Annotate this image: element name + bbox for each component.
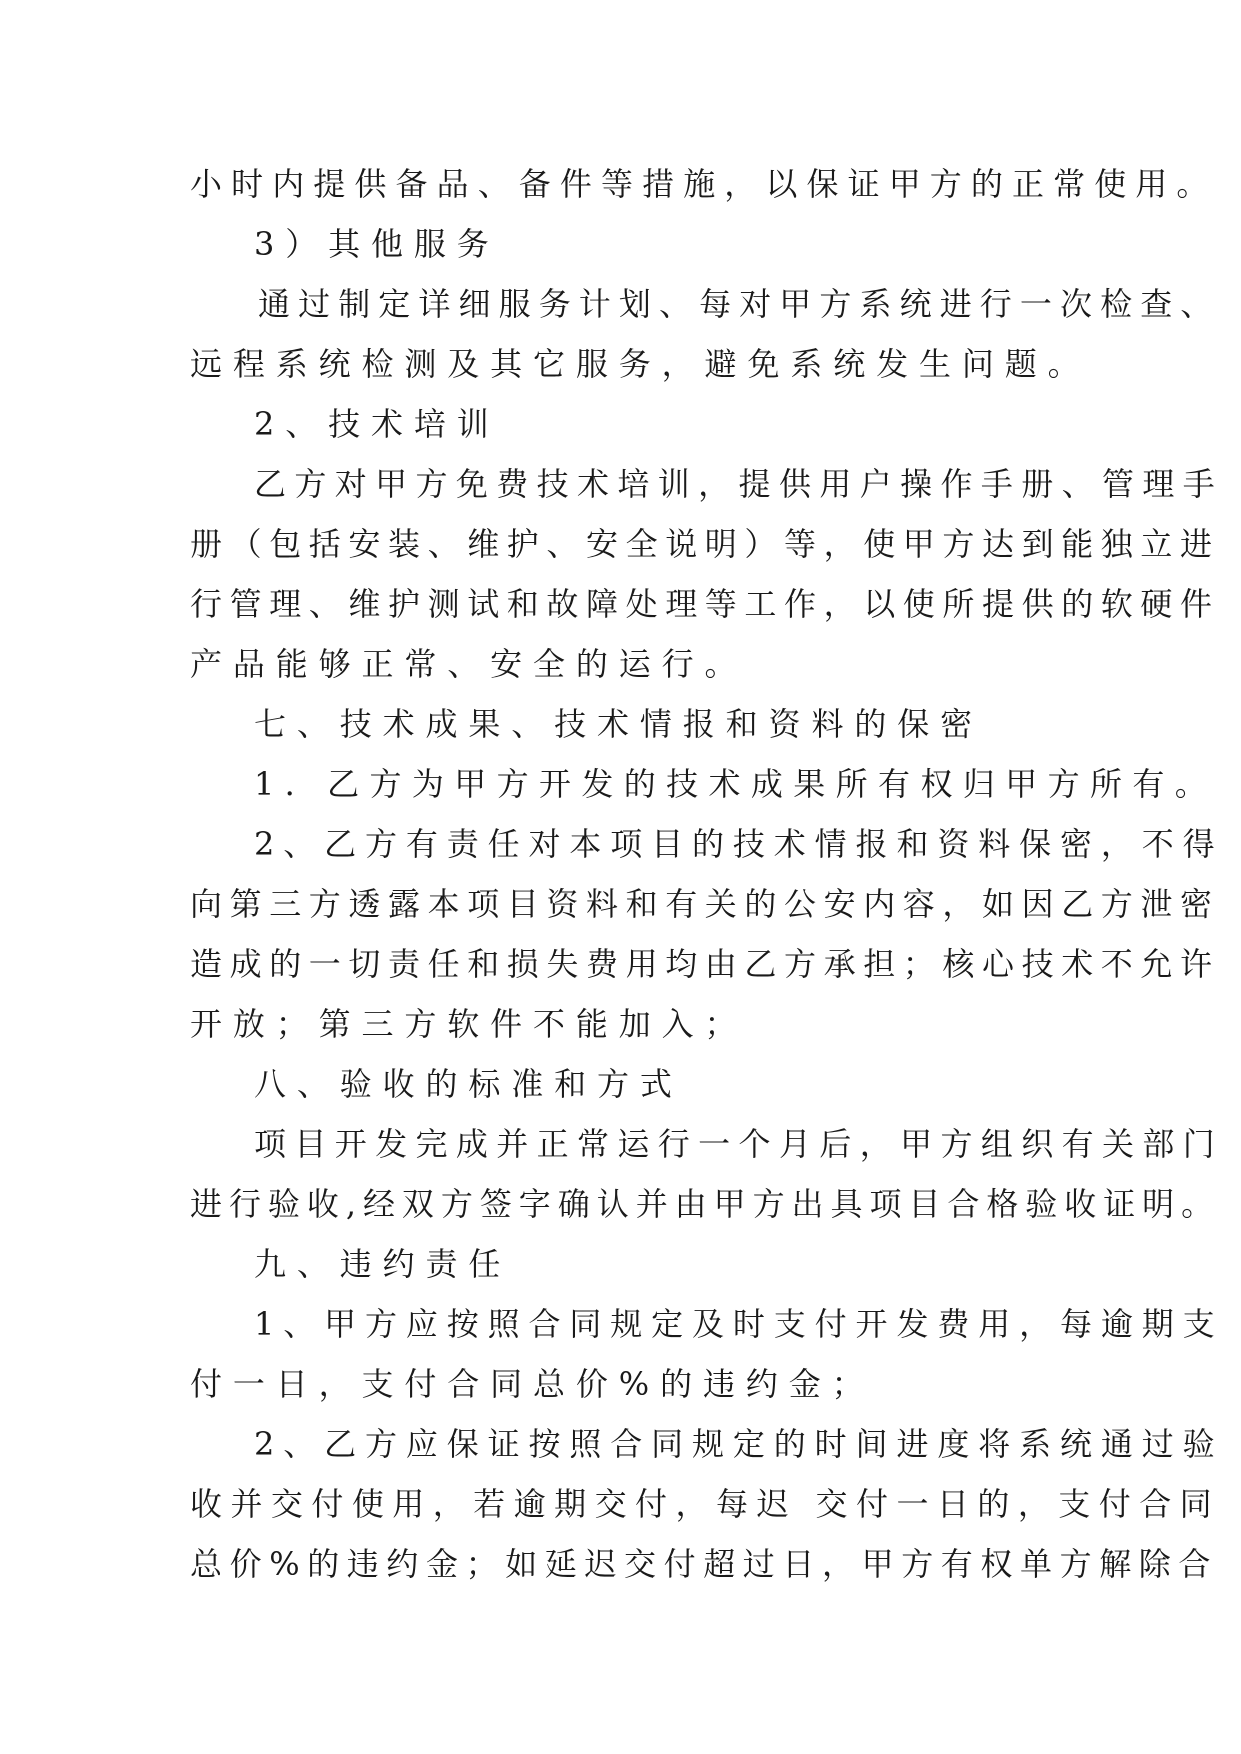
text-line: 1、甲方应按照合同规定及时支付开发费用，每逾期支 [254, 1305, 1224, 1343]
text-line: 行管理、维护测试和故障处理等工作，以使所提供的软硬件 [190, 585, 1220, 623]
text-line: 2、乙方有责任对本项目的技术情报和资料保密，不得 [254, 825, 1224, 863]
text-line: 项目开发完成并正常运行一个月后，甲方组织有关部门 [254, 1125, 1224, 1163]
text-line: 2、乙方应保证按照合同规定的时间进度将系统通过验 [254, 1425, 1224, 1463]
text-line: 向第三方透露本项目资料和有关的公安内容，如因乙方泄密 [190, 885, 1220, 923]
text-line: 册（包括安装、维护、安全说明）等，使甲方达到能独立进 [190, 525, 1220, 563]
text-line: 造成的一切责任和损失费用均由乙方承担；核心技术不允许 [190, 945, 1220, 983]
section-heading: 八、验收的标准和方式 [254, 1065, 683, 1103]
text-line: 远程系统检测及其它服务，避免系统发生问题。 [190, 345, 1091, 383]
text-line: 2、技术培训 [254, 405, 500, 443]
text-line: 开放；第三方软件不能加入； [190, 1005, 748, 1043]
text-line: 总价%的违约金；如延迟交付超过日，甲方有权单方解除合 [190, 1545, 1219, 1583]
text-line: 通过制定详细服务计划、每对甲方系统进行一次检查、 [258, 285, 1221, 323]
section-heading: 九、违约责任 [254, 1245, 512, 1283]
text-line: 付一日，支付合同总价%的违约金； [190, 1365, 875, 1403]
text-line: 小时内提供备品、备件等措施，以保证甲方的正常使用。 [190, 165, 1218, 203]
section-heading: 七、技术成果、技术情报和资料的保密 [254, 705, 983, 743]
text-line: 收并交付使用，若逾期交付，每迟 交付一日的，支付合同 [190, 1485, 1221, 1523]
text-line: 进行验收,经双方签字确认并由甲方出具项目合格验收证明。 [190, 1185, 1221, 1223]
text-line: 乙方对甲方免费技术培训，提供用户操作手册、管理手 [254, 465, 1224, 503]
text-line: 产品能够正常、安全的运行。 [190, 645, 748, 683]
text-line: 1．乙方为甲方开发的技术成果所有权归甲方所有。 [254, 765, 1218, 803]
text-line: 3）其他服务 [254, 225, 500, 263]
